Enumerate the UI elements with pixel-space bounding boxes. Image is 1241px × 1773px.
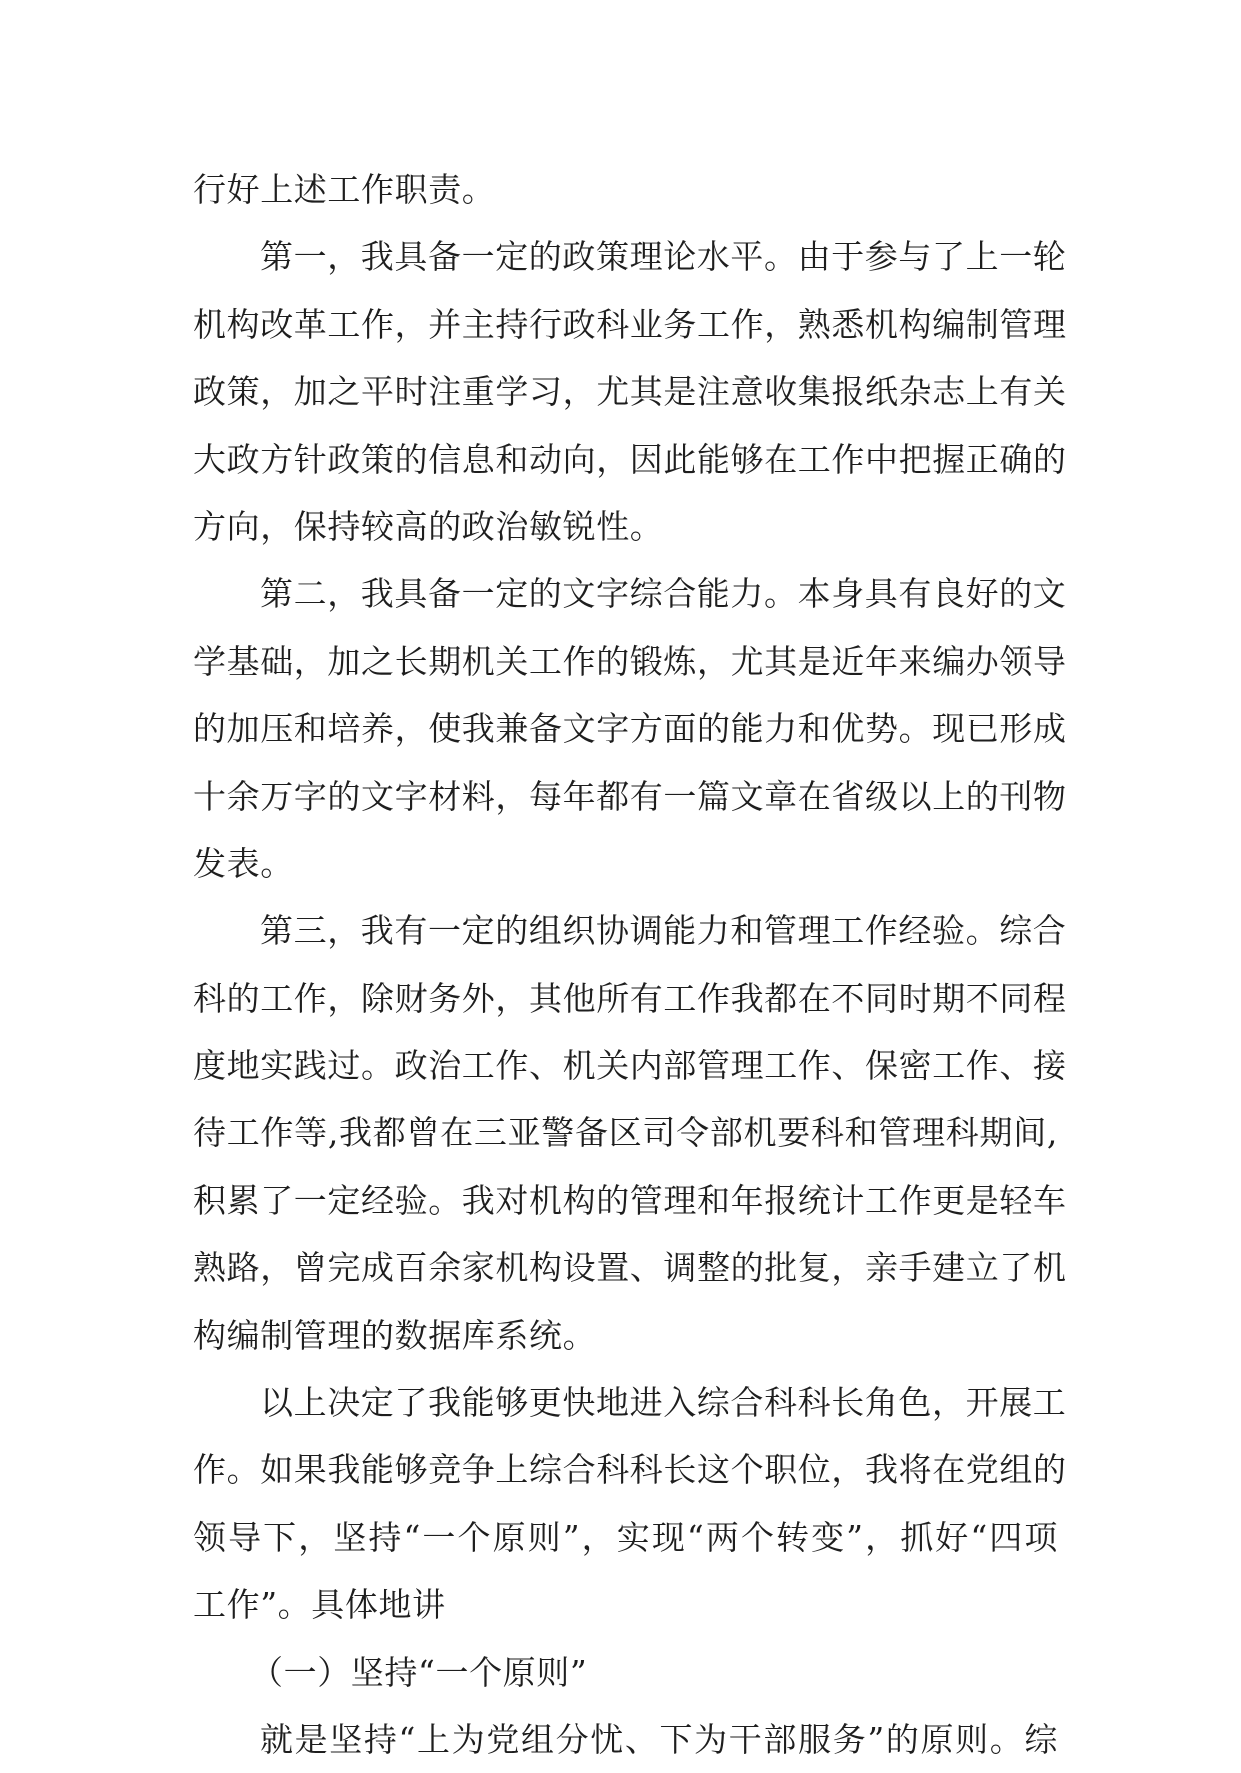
text-line: 度地实践过。政治工作、机关内部管理工作、保密工作、接 xyxy=(193,1046,1067,1086)
text-line: 科的工作，除财务外，其他所有工作我都在不同时期不同程 xyxy=(193,978,1067,1018)
text-line: 领导下，坚持“一个原则”，实现“两个转变”，抓好“四项 xyxy=(193,1517,1058,1557)
text-line: 政策，加之平时注重学习，尤其是注意收集报纸杂志上有关 xyxy=(193,372,1067,412)
text-line: 机构改革工作，并主持行政科业务工作，熟悉机构编制管理 xyxy=(193,304,1067,344)
text-line: 方向，保持较高的政治敏锐性。 xyxy=(193,506,664,546)
text-line: 十余万字的文字材料，每年都有一篇文章在省级以上的刊物 xyxy=(193,776,1067,816)
text-line: 构编制管理的数据库系统。 xyxy=(193,1315,597,1355)
paragraph-first-line: 第三，我有一定的组织协调能力和管理工作经验。综合 xyxy=(260,911,1067,951)
section-heading: （一）坚持“一个原则” xyxy=(250,1652,588,1692)
paragraph-first-line: 第二，我具备一定的文字综合能力。本身具有良好的文 xyxy=(260,574,1067,614)
text-line: 学基础，加之长期机关工作的锻炼，尤其是近年来编办领导 xyxy=(193,641,1067,681)
text-line: 行好上述工作职责。 xyxy=(193,170,496,209)
text-line: 作。如果我能够竞争上综合科科长这个职位，我将在党组的 xyxy=(193,1450,1067,1490)
text-line: 积累了一定经验。我对机构的管理和年报统计工作更是轻车 xyxy=(193,1180,1067,1220)
text-line: 的加压和培养，使我兼备文字方面的能力和优势。现已形成 xyxy=(193,709,1067,749)
text-line: 发表。 xyxy=(193,843,294,883)
paragraph-first-line: 第一，我具备一定的政策理论水平。由于参与了上一轮 xyxy=(260,237,1067,277)
text-line: 待工作等,我都曾在三亚警备区司令部机要科和管理科期间, xyxy=(193,1113,1058,1153)
text-line: 熟路，曾完成百余家机构设置、调整的批复，亲手建立了机 xyxy=(193,1248,1067,1288)
paragraph-first-line: 以上决定了我能够更快地进入综合科科长角色，开展工 xyxy=(260,1383,1067,1423)
text-line: 工作”。具体地讲 xyxy=(193,1585,446,1625)
text-line: 大政方针政策的信息和动向，因此能够在工作中把握正确的 xyxy=(193,439,1067,479)
body-text xyxy=(193,156,1067,1773)
paragraph-first-line: 就是坚持“上为党组分忧、下为干部服务”的原则。综 xyxy=(260,1719,1058,1759)
